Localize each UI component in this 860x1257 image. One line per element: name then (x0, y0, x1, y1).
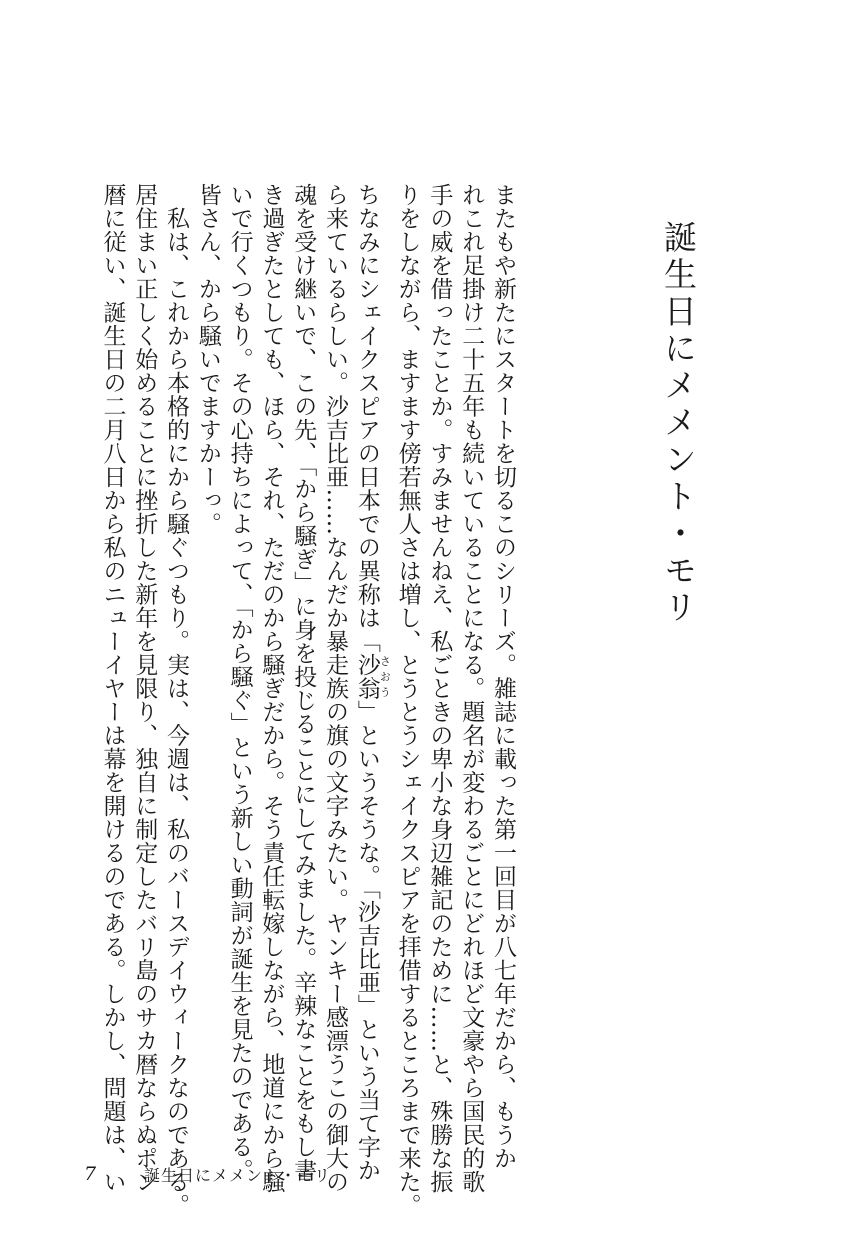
page-number: 7 (84, 1163, 97, 1185)
text-line: 手の威を借ったことか。すみませんねえ、私ごときの卑小な身辺雑記のために……と、殊勝な振 (426, 183, 453, 1194)
text-line: 魂を受け継いで、この先、「から騒ぎ」に身を投じることにしてみました。辛辣なことをもし書 (290, 183, 317, 1182)
text-line: 暦に従い、誕生日の二月八日から私のニューイヤーは幕を開けるのである。しかし、問題は、い (99, 183, 126, 1194)
text-line: き過ぎたとしても、ほら、それ、ただのから騒ぎだから。そう責任転嫁しながら、地道にから騒 (258, 183, 285, 1194)
text-line: りをしながら、ますます傍若無人さは増し、とうとうシェイクスピアを拝借するところまで来た。 (394, 183, 421, 1217)
text-line: ちなみにシェイクスピアの日本での異称は「沙翁さおう」というそうな。「沙吉比亜」という当て字か (353, 183, 392, 1182)
running-head: 誕生日にメメント・モリ (144, 1166, 332, 1185)
text-line: れこれ足掛け二十五年も続いていることになる。題名が変わるごとにどれほど文豪やら国民的歌 (458, 183, 485, 1194)
text-line: 居住まい正しく始めることに挫折した新年を見限り、独自に制定したバリ島のサカ暦ならぬポン (131, 183, 158, 1194)
text-line: 皆さん、から騒いでますかーっ。 (194, 183, 221, 536)
chapter-title: 誕生日にメメント・モリ (659, 220, 698, 627)
ruby-annotation: 沙翁さおう (353, 653, 392, 700)
text-line: いで行くつもり。その心持ちによって、「から騒ぐ」という新しい動詞が誕生を見たのである。 (226, 183, 253, 1182)
text-line: 私は、これから本格的にから騒ぐつもり。実は、今週は、私のバースデイウィークなのである。 (163, 183, 190, 1217)
ruby-reading: さおう (378, 653, 392, 700)
text-line: またもや新たにスタートを切るこのシリーズ。雑誌に載った第一回目が八七年だから、もうか (490, 183, 516, 1170)
text-line: ら来ているらしい。沙吉比亜……なんだか暴走族の旗の文字みたい。ヤンキー感漂うこの御大の (322, 183, 349, 1194)
